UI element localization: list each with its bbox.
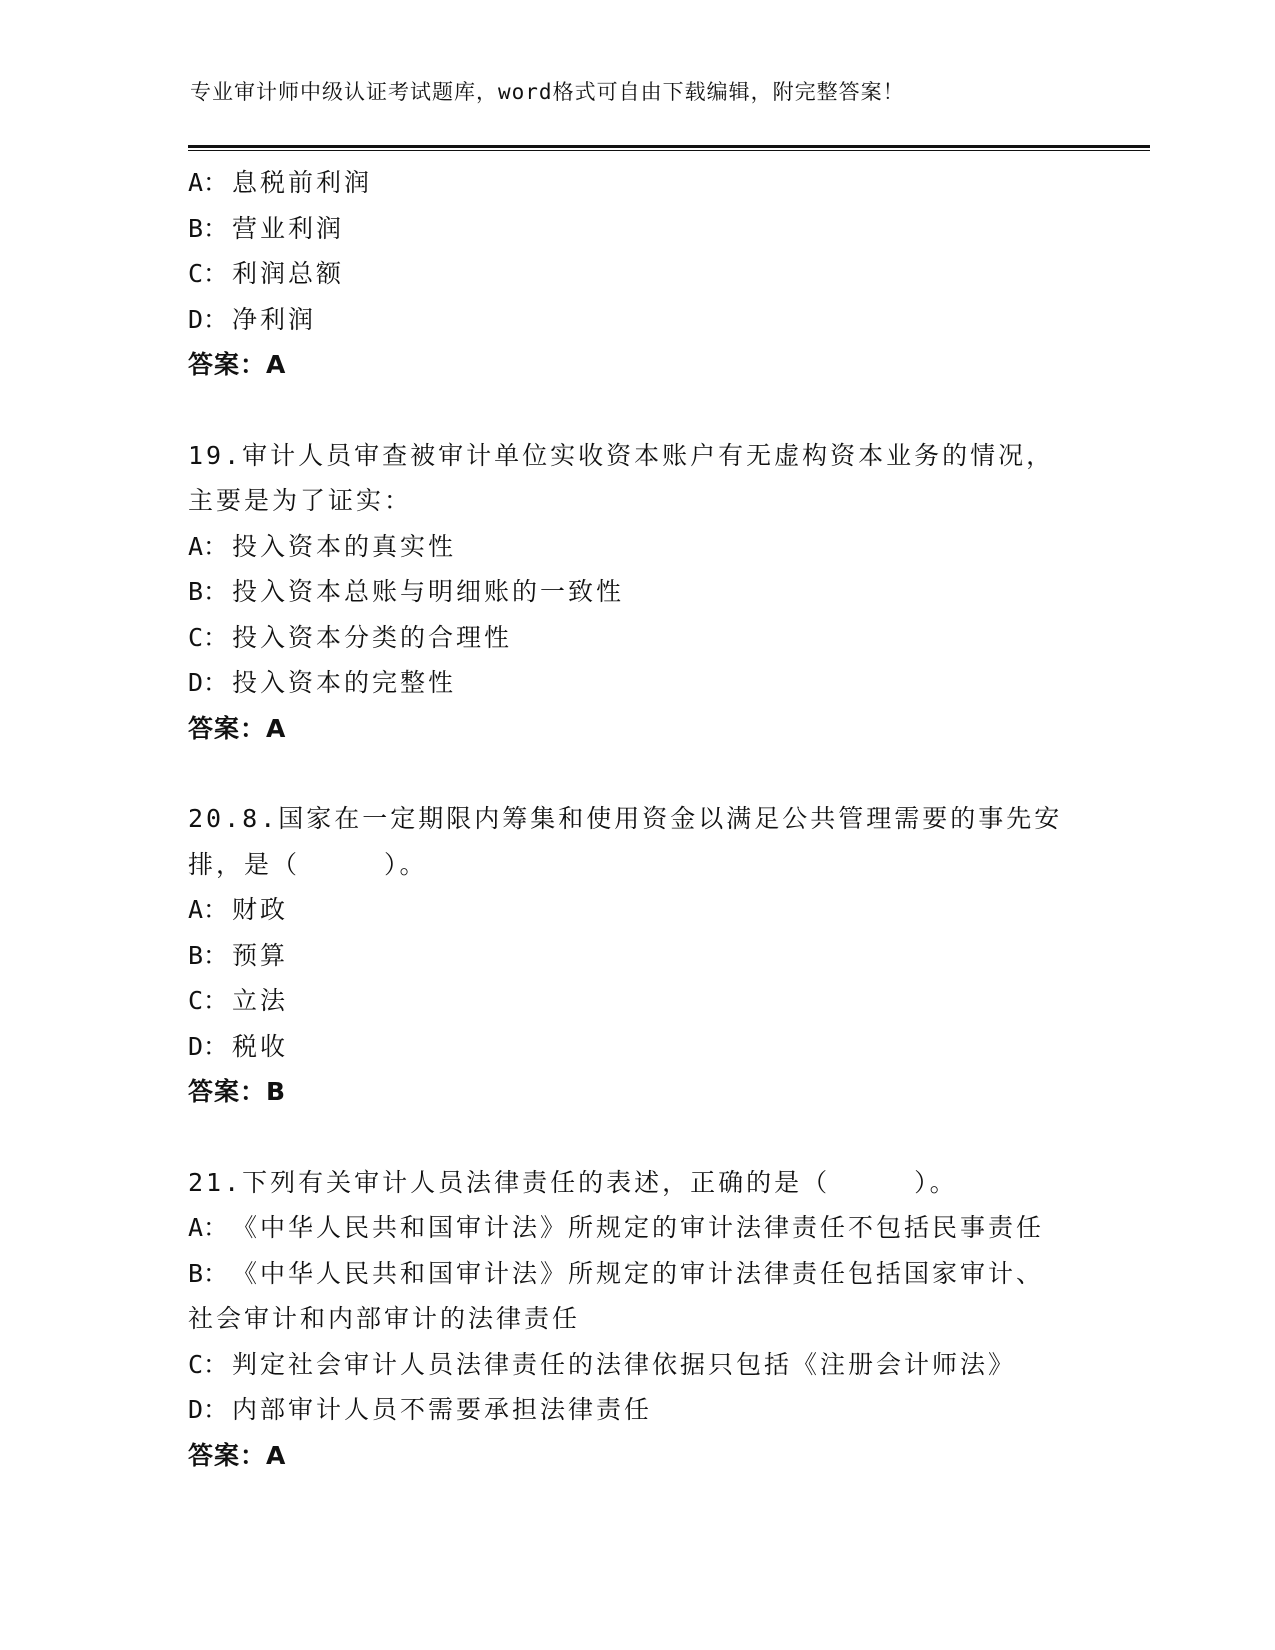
header-rule-thin [188,150,1150,151]
option-text: 预算 [232,940,289,970]
option-b [188,1251,1108,1297]
option-text: 判定社会审计人员法律责任的法律依据只包括《注册会计师法》 [232,1349,1017,1379]
option-text: 净利润 [232,304,317,334]
option-a [188,887,1108,933]
option-letter: C： [188,986,229,1015]
question-content [188,160,1108,1478]
option-d [188,660,1108,706]
option-d [188,297,1108,343]
option-letter: B： [188,577,229,606]
option-letter: D： [188,1031,229,1061]
option-b [188,569,1108,615]
page-header: 专业审计师中级认证考试题库，word格式可自由下载编辑，附完整答案！ [190,80,905,104]
option-text: 《中华人民共和国审计法》所规定的审计法律责任不包括民事责任 [232,1213,1045,1242]
option-b-continuation [188,1296,1108,1342]
option-b [188,933,1108,979]
option-text: 内部审计人员不需要承担法律责任 [232,1395,653,1424]
answer-line: 答案：A [188,350,287,379]
spacer [188,1115,1108,1160]
spacer [188,388,1108,433]
option-text: 投入资本总账与明细账的一致性 [232,577,625,606]
option-letter: A： [188,1213,229,1242]
option-text: 营业利润 [232,213,345,243]
option-text: 税收 [232,1031,289,1061]
option-text: 投入资本的真实性 [232,531,457,561]
option-letter: C： [188,259,229,288]
option-letter: D： [188,304,229,334]
answer-line: 答案：A [188,1440,287,1470]
option-text: 财政 [232,895,289,924]
option-text: 投入资本分类的合理性 [232,622,513,652]
option-letter: B： [188,1258,229,1288]
spacer [188,751,1108,796]
header-rule-thick [188,145,1150,148]
option-a [188,524,1108,570]
question-20-stem-line2: 排，是（ ）。 [188,849,428,879]
option-letter: C： [188,1349,229,1379]
question-21-stem: 21.下列有关审计人员法律责任的表述，正确的是（ ）。 [188,1167,958,1197]
question-19-stem-line2: 主要是为了证实： [188,486,413,515]
option-c [188,1342,1108,1388]
option-text: 利润总额 [232,259,345,288]
option-letter: C： [188,622,229,652]
option-a [188,1205,1108,1251]
option-c [188,251,1108,297]
option-letter: A： [188,531,229,561]
answer-line: 答案：A [188,713,287,743]
option-letter: A： [188,895,229,924]
option-letter: B： [188,940,229,970]
option-d [188,1024,1108,1070]
question-19-stem-line1: 19.审计人员审查被审计单位实收资本账户有无虚构资本业务的情况， [188,440,1055,470]
option-letter: B： [188,213,229,243]
option-text: 社会审计和内部审计的法律责任 [188,1304,581,1333]
option-b [188,206,1108,252]
answer-line: 答案：B [188,1077,287,1106]
option-text: 息税前利润 [232,168,373,197]
option-c [188,615,1108,661]
option-letter: D： [188,1395,229,1424]
option-d [188,1387,1108,1433]
option-text: 投入资本的完整性 [232,668,457,697]
option-letter: A： [188,168,229,197]
option-text: 立法 [232,986,289,1015]
question-20-stem-line1: 20.8.国家在一定期限内筹集和使用资金以满足公共管理需要的事先安 [188,804,1063,833]
option-text: 《中华人民共和国审计法》所规定的审计法律责任包括国家审计、 [232,1258,1045,1288]
option-letter: D： [188,668,229,697]
option-a [188,160,1108,206]
option-c [188,978,1108,1024]
